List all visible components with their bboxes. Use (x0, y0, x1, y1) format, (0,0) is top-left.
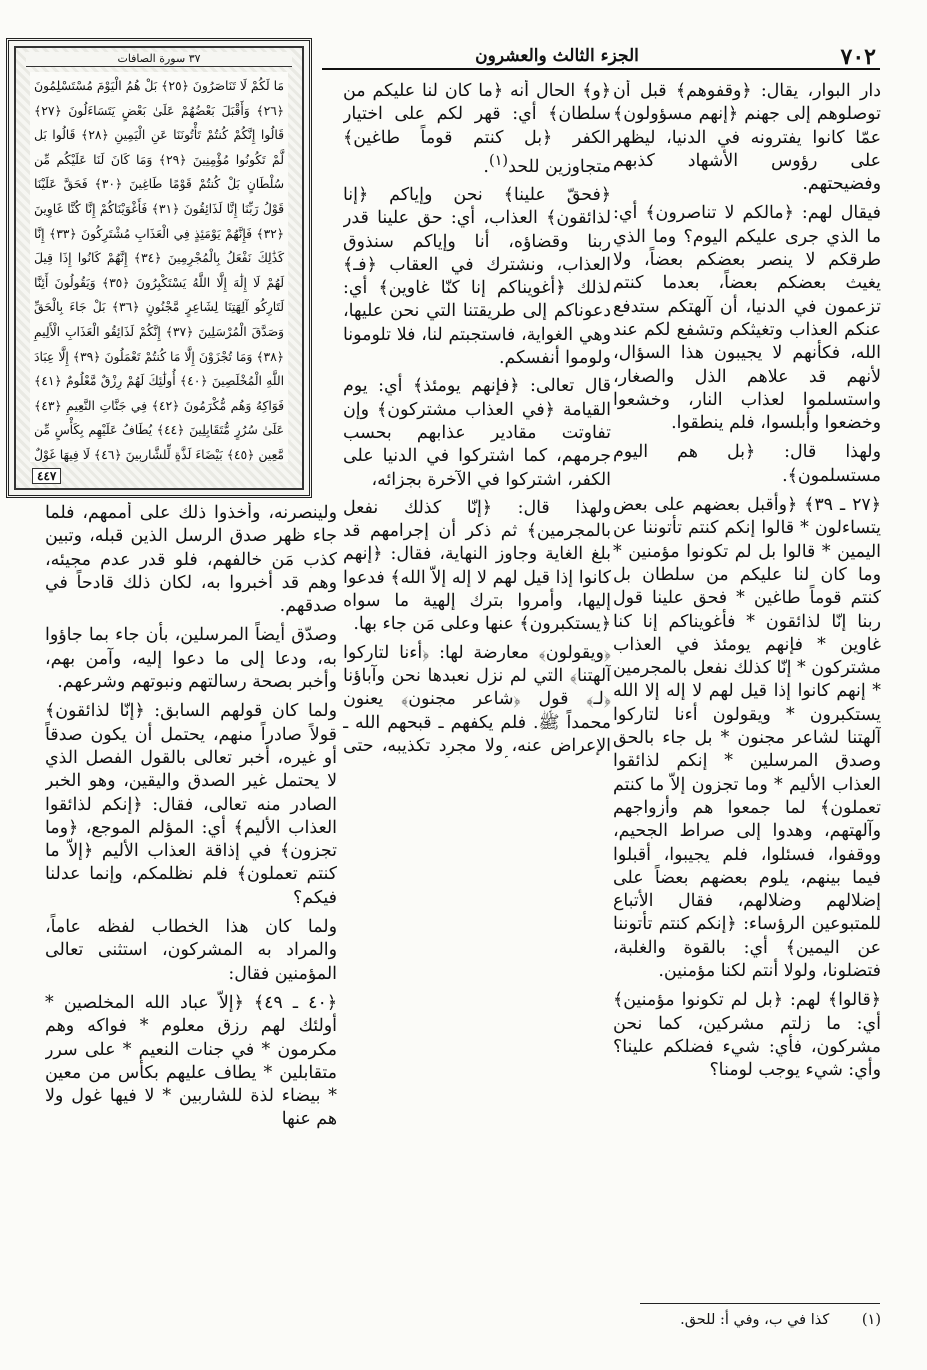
footnote-rule (640, 1303, 880, 1304)
text-column-middle (343, 80, 611, 758)
text-column-right (613, 80, 881, 1283)
paragraph-text: ﴿و﴾ الحال أنه ﴿ما كان لنا عليكم من سلطان﴾ أي: قهر لكم على اختيار الكفر ﴿بل كنتم قوماً طاغين﴾ متجاوزين للحد (343, 81, 611, 177)
paragraph: وصدّق أيضاً المرسلين، بأن جاء بما جاؤوا به، ودعا إلى ما دعوا إليه، وآمن بهم، وأخبر بصحة رسالتهم ونبوتهم وشرعهم. (45, 625, 337, 693)
header-rule (322, 68, 880, 70)
mushaf-frame (6, 38, 312, 498)
paragraph: ولهذا قال: ﴿إنّا كذلك نفعل بالمجرمين﴾ ثم ذكر أن إجرامهم قد بلغ الغاية وجاوز النهاية، فقال: ﴿إنهم كانوا إذا قيل لهم لا إله إلاّ الله﴾ فدعوا إليها، وأمروا بترك إلهية ما سواه ﴿يستكبرون﴾ عنها وعلى مَن جاء بها. (343, 497, 611, 635)
page-number: ٧٠٢ (840, 44, 876, 70)
paragraph: ولما كان قولهم السابق: ﴿إنّا لذائقون﴾ قولاً صادراً منهم، يحتمل أن يكون صدقاً أو غيره، أخبر تعالى بالقول الفصل الذي لا يحتمل غير الصدق واليقين، وهو الخبر الصادر منه تعالى، فقال: ﴿إنكم لذائقوا العذاب الأليم﴾ أي: المؤلم الموجع، ﴿وما تجزون﴾ في إذاقة العذاب الأليم ﴿إلاّ ما كنتم تعملون﴾ فلم نظلمكم، وإنما عدلنا فيكم؟ (45, 701, 337, 908)
paragraph: ولينصرنه، وأخذوا ذلك على أممهم، فلما جاء ظهر صدق الرسل الذين قبله، وتبين كذب مَن خالفهم، فلو قدر عدم مجيئه، وهم قد أخبروا به، لكان ذلك قادحاً في صدقهم. (45, 503, 337, 617)
page-header (322, 42, 880, 68)
part-title: الجزء الثالث والعشرون (475, 46, 639, 66)
paragraph: دار البوار، يقال: ﴿وقفوهم﴾ قبل أن توصلوهم إلى جهنم ﴿إنهم مسؤولون﴾ عمّا كانوا يفترونه في الدنيا، ليظهر على رؤوس الأشهاد كذبهم وفضيحتهم. (613, 81, 881, 195)
footnote-number: (١) (861, 1312, 881, 1328)
footnote (680, 1312, 881, 1328)
paragraph: ﴿قالوا﴾ لهم: ﴿بل لم تكونوا مؤمنين﴾ أي: ما زلتم مشركين، كما نحن مشركون، فأي: شيء فضلكم علينا؟ وأي: شيء يوجب لومنا؟ (613, 990, 881, 1081)
paragraph: ﴿فحقّ علينا﴾ نحن وإياكم ﴿إنا لذائقون﴾ العذاب، أي: حق علينا قدر ربنا وقضاؤه، أنا وإياكم سنذوق العذاب، ونشترك في العقاب ﴿فـ﴾ لذلك ﴿أغويناكم إنا كنّا غاوين﴾ أي: دعوناكم إلى طريقتنا التي نحن عليها، وهي الغواية، فاستجبتم لنا، فلا تلومونا ولوموا أنفسكم. (343, 184, 611, 369)
paragraph: ﴿٤٠ ـ ٤٩﴾ ﴿إلاّ عباد الله المخلصين * أولئك لهم رزق معلوم * فواكه وهم مكرمون * في جنات النعيم * على سرر متقابلين * يطاف عليهم بكأس من معين * بيضاء لذة للشاربين * لا فيها غول ولا هم عنها (45, 992, 337, 1130)
paragraph: ولما كان هذا الخطاب لفظه عاماً، والمراد به المشركون، استثنى تعالى المؤمنين فقال: (45, 917, 337, 984)
text-column-left (45, 502, 337, 1282)
paragraph: ﴿ويقولون﴾ معارضة لها: ﴿أءنا لتاركوا آلهتنا﴾ التي لم نزل نعبدها نحن وآباؤنا ﴿لـ﴾ قول ﴿شاعر مجنون﴾ يعنون محمداً ﷺ. فلم يكفهم ـ قبحهم الله ـ الإعراض عنه، ولا مجرد تكذيبه، حتى (343, 642, 611, 756)
quran-text: مَا لَكُمْ لَا تَنَاصَرُونَ ﴿٢٥﴾ بَلْ هُمُ الْيَوْمَ مُسْتَسْلِمُونَ ﴿٢٦﴾ وَأَقْبَلَ بَعْضُهُمْ عَلَىٰ بَعْضٍ يَتَسَاءَلُونَ ﴿٢٧﴾ قَالُوا إِنَّكُمْ كُنتُمْ تَأْتُونَنَا عَنِ الْيَمِينِ ﴿٢٨﴾ قَالُوا بَل لَّمْ تَكُونُوا مُؤْمِنِينَ ﴿٢٩﴾ وَمَا كَانَ لَنَا عَلَيْكُم مِّن سُلْطَانٍ بَلْ كُنتُمْ قَوْمًا طَاغِينَ ﴿٣٠﴾ فَحَقَّ عَلَيْنَا قَوْلُ رَبِّنَا إِنَّا لَذَائِقُونَ ﴿٣١﴾ فَأَغْوَيْنَاكُمْ إِنَّا كُنَّا غَاوِينَ ﴿٣٢﴾ فَإِنَّهُمْ يَوْمَئِذٍ فِي الْعَذَابِ مُشْتَرِكُونَ ﴿٣٣﴾ إِنَّا كَذَٰلِكَ نَفْعَلُ بِالْمُجْرِمِينَ ﴿٣٤﴾ إِنَّهُمْ كَانُوا إِذَا قِيلَ لَهُمْ لَا إِلَٰهَ إِلَّا اللَّهُ يَسْتَكْبِرُونَ ﴿٣٥﴾ وَيَقُولُونَ أَئِنَّا لَتَارِكُو آلِهَتِنَا لِشَاعِرٍ مَّجْنُونٍ ﴿٣٦﴾ بَلْ جَاءَ بِالْحَقِّ وَصَدَّقَ الْمُرْسَلِينَ ﴿٣٧﴾ إِنَّكُمْ لَذَائِقُو الْعَذَابِ الْأَلِيمِ ﴿٣٨﴾ وَمَا تُجْزَوْنَ إِلَّا مَا كُنتُمْ تَعْمَلُونَ ﴿٣٩﴾ إِلَّا عِبَادَ اللَّهِ الْمُخْلَصِينَ ﴿٤٠﴾ أُولَٰئِكَ لَهُمْ رِزْقٌ مَّعْلُومٌ ﴿٤١﴾ فَوَاكِهُ وَهُم مُّكْرَمُونَ ﴿٤٢﴾ فِي جَنَّاتِ النَّعِيمِ ﴿٤٣﴾ عَلَىٰ سُرُرٍ مُّتَقَابِلِينَ ﴿٤٤﴾ يُطَافُ عَلَيْهِم بِكَأْسٍ مِّن مَّعِينٍ ﴿٤٥﴾ بَيْضَاءَ لَذَّةٍ لِّلشَّارِبِينَ ﴿٤٦﴾ لَا فِيهَا غَوْلٌ (30, 72, 288, 462)
mushaf-page-number: ٤٤٧ (32, 468, 61, 484)
paragraph: ﴿٢٧ ـ ٣٩﴾ ﴿وأقبل بعضهم على بعض يتساءلون * قالوا إنكم كنتم تأتوننا عن اليمين * قالوا بل لم تكونوا مؤمنين * وما كان لنا عليكم من سلطان بل كنتم قوماً طاغين * فحق علينا قول ربنا إنّا لذائقون * فأغويناكم إنا كنا غاوين * فإنهم يومئذ في العذاب مشتركون * إنّا كذلك نفعل بالمجرمين * إنهم كانوا إذا قيل لهم لا إله إلا الله يستكبرون * ويقولون أءنا لتاركوا آلهتنا لشاعر مجنون * بل جاء بالحق وصدق المرسلين * إنكم لذائقوا العذاب الأليم * وما تجزون إلاّ ما كنتم تعملون﴾ لما جمعوا هم وأزواجهم وآلهتهم، وهدوا إلى صراط الجحيم، ووقفوا، فسئلوا، فلم يجيبوا، أقبلوا فيما بينهم، يلوم بعضهم بعضاً على إضلالهم وضلالهم، فقال الأتباع للمتبوعين الرؤساء: ﴿إنكم كنتم تأتوننا عن اليمين﴾ أي: بالقوة والغلبة، فتضلونا، ولولا أنتم لكنا مؤمنين. (613, 495, 881, 981)
surah-label: ٣٧ سورة الصافات (117, 52, 201, 65)
paragraph: ﴿و﴾ الحال أنه ﴿ما كان لنا عليكم من سلطان﴾ أي: قهر لكم على اختيار الكفر ﴿بل كنتم قوماً طاغين﴾ متجاوزين للحد$^{(١)}$. (343, 81, 611, 177)
mushaf-ornament-border (14, 46, 304, 490)
paragraph: ولهذا قال: ﴿بل هم اليوم مستسلمون﴾. (613, 442, 881, 486)
mushaf-header-bar (26, 52, 292, 67)
paragraph: فيقال لهم: ﴿مالكم لا تناصرون﴾ أي: ما الذي جرى عليكم اليوم؟ وما الذي طرقكم لا ينصر بعضكم بعضاً، ولا يغيث بعضكم بعضاً، بعدما كنتم تزعمون في الدنيا، أن آلهتكم ستدفع عنكم العذاب وتغيثكم وتشفع لكم عند الله، فكأنهم لا يجيبون هذا السؤال، لأنهم قد علاهم الذل والصغار، واستسلموا لعذاب النار، وخشعوا وخضعوا وأبلسوا، فلم ينطقوا. (613, 203, 881, 434)
footnote-ref: (١) (488, 152, 509, 169)
footnote-text: كذا في ب، وفي أ: للحق. (680, 1312, 830, 1328)
paragraph: قال تعالى: ﴿فإنهم يومئذ﴾ أي: يوم القيامة ﴿في العذاب مشتركون﴾ وإن تفاوتت مقادير عذابهم بحسب جرمهم، كما اشتركوا في الدنيا على الكفر، اشتركوا في الآخرة بجزائه، (343, 376, 611, 490)
